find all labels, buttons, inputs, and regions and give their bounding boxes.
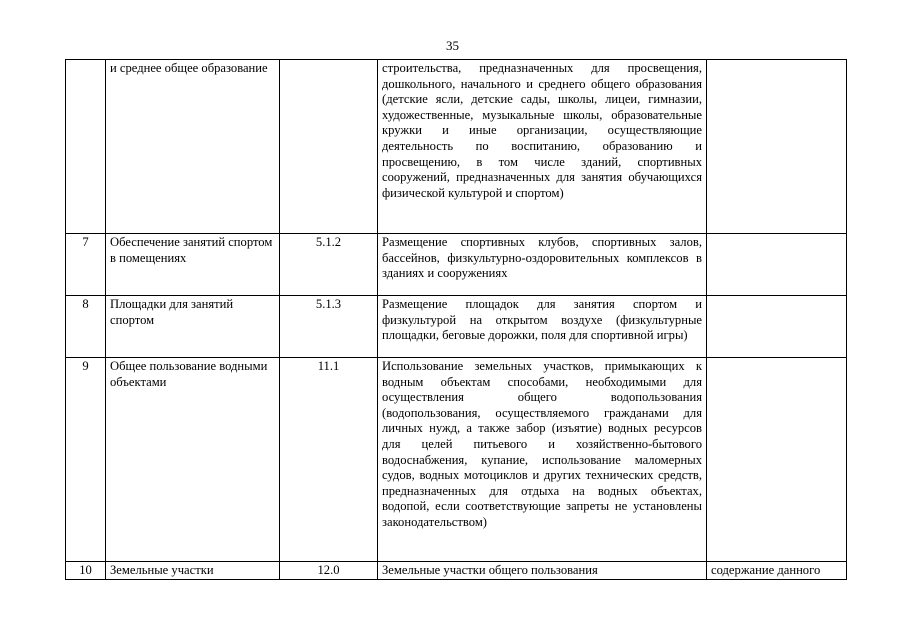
note-cell: [707, 358, 847, 562]
row-number-cell: 10: [66, 562, 106, 580]
land-use-name-cell: Земельные участки: [106, 562, 280, 580]
description-text: строительства, предназначенных для просвещения, дошкольного, начального и среднего общего образования (детские ясли, детские сады, школы, лицеи, гимназии, художественные, музыкальные школы, образовательные кружки и иные организации, осуществляющие деятельность по воспитанию, образованию и просвещению, в том числе зданий, спортивных сооружений, предназначенных для занятия обучающихся физической культурой и спортом): [382, 61, 702, 200]
description-cell: [378, 234, 707, 296]
note-cell: [707, 60, 847, 234]
row-number-cell: 9: [66, 358, 106, 562]
land-use-name-cell: Общее пользование водными объектами: [106, 358, 280, 562]
classifier-code-cell: [280, 60, 378, 234]
description-cell: [378, 562, 707, 580]
classifier-code-cell: 5.1.2: [280, 234, 378, 296]
land-use-table: [65, 59, 847, 580]
page-number: 35: [446, 38, 459, 53]
description-text: Использование земельных участков, примыкающих к водным объектам способами, необходимыми для осуществления общего водопользования (водопользования, осуществляемого гражданами для личных нужд, а также забор (изъятие) водных ресурсов для целей питьевого и хозяйственно-бытового водоснабжения, купание, использование маломерных судов, водных мотоциклов и других технических средств, предназначенных для отдыха на водных объектах, водопой, если соответствующие запреты не установлены законодательством): [382, 359, 702, 529]
description-text: Размещение площадок для занятия спортом и физкультурой на открытом воздухе (физкультурные площадки, беговые дорожки, поля для спортивной игры): [382, 297, 702, 343]
table-row: [66, 296, 847, 358]
row-number-cell: 8: [66, 296, 106, 358]
description-text: Земельные участки общего пользования: [382, 563, 598, 577]
row-number-cell: 7: [66, 234, 106, 296]
note-cell: содержание данного: [707, 562, 847, 580]
description-text: Размещение спортивных клубов, спортивных залов, бассейнов, физкультурно-оздоровительных комплексов в зданиях и сооружениях: [382, 235, 702, 281]
table-row: [66, 234, 847, 296]
classifier-code-cell: 5.1.3: [280, 296, 378, 358]
land-use-name-cell: Площадки для занятий спортом: [106, 296, 280, 358]
note-cell: [707, 234, 847, 296]
classifier-code-cell: 11.1: [280, 358, 378, 562]
table-row: [66, 358, 847, 562]
land-use-name-cell: Обеспечение занятий спортом в помещениях: [106, 234, 280, 296]
land-use-name-cell: и среднее общее образование: [106, 60, 280, 234]
description-cell: [378, 60, 707, 234]
row-number-cell: [66, 60, 106, 234]
description-cell: [378, 296, 707, 358]
note-cell: [707, 296, 847, 358]
table-row: [66, 562, 847, 580]
description-cell: [378, 358, 707, 562]
table-row: [66, 60, 847, 234]
classifier-code-cell: 12.0: [280, 562, 378, 580]
